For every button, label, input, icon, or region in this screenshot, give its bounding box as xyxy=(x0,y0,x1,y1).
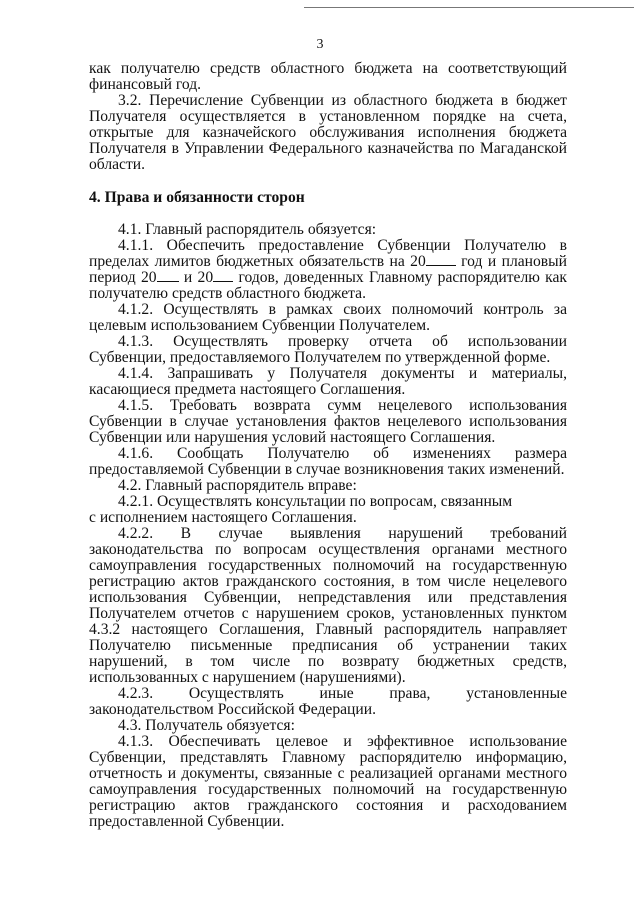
paragraph-4-2-2: 4.2.2. В случае выявления нарушений требований законодательства по вопросам осуществления органами местного самоуправления государственных полномочий на государственную регистрацию актов гражданского состояния, в том числе нецелевого использования Субвенции, непредставления или представления Получателем отчетов с нарушением сроков, установленных пунктом 4.3.2 настоящего Соглашения, Главный распорядитель направляет Получателю письменные предписания об устранении таких нарушений, в том числе по возврату бюджетных средств, использованных с нарушением (нарушениями). xyxy=(89,525,567,686)
paragraph-4-2-1-line2: с исполнением настоящего Соглашения. xyxy=(89,509,357,526)
year-blank-3 xyxy=(213,280,233,282)
paragraph-4-3-1: 4.1.3. Обеспечивать целевое и эффективное использование Субвенции, представлять Главному распорядителю информацию, отчетность и документы, связанные с реализацией органами местного самоуправления государственных полномочий на государственную регистрацию актов гражданского состояния и расходованием предоставленной Субвенции. xyxy=(89,733,567,830)
top-rule xyxy=(304,7,634,8)
year-blank-2 xyxy=(157,280,179,282)
paragraph-4-1-4: 4.1.4. Запрашивать у Получателя документы и материалы, касающиеся предмета настоящего Соглашения. xyxy=(89,365,567,398)
paragraph-4-2-3: 4.2.3. Осуществлять иные права, установленные законодательством Российской Федерации. xyxy=(89,685,567,718)
paragraph-4-1-1-part-c: и 20 xyxy=(183,269,214,286)
paragraph-4-2: 4.2. Главный распорядитель вправе: xyxy=(118,477,357,494)
section-heading: 4. Права и обязанности сторон xyxy=(89,189,305,206)
paragraph-4-2-1-line1: 4.2.1. Осуществлять консультации по вопросам, связанным xyxy=(118,493,513,510)
page-number: 3 xyxy=(316,37,324,52)
paragraph-4-3: 4.3. Получатель обязуется: xyxy=(118,717,295,734)
year-blank-1 xyxy=(426,264,456,266)
document-body xyxy=(89,61,567,830)
paragraph-4-1-1-part-b: год и плановый период 20 xyxy=(89,253,567,286)
paragraph-4-1-1-part-a: 4.1.1. Обеспечить предоставление Субвенции Получателю в пределах лимитов бюджетных обязательств на 20 xyxy=(89,237,567,270)
paragraph-4-1-5: 4.1.5. Требовать возврата сумм нецелевого использования Субвенции в случае установления фактов нецелевого использования Субвенции или нарушения условий настоящего Соглашения. xyxy=(89,397,567,446)
paragraph-continuation: как получателю средств областного бюджета на соответствующий финансовый год. xyxy=(89,60,567,93)
paragraph-4-1-6: 4.1.6. Сообщать Получателю об изменениях размера предоставляемой Субвенции в случае возникновения таких изменений. xyxy=(89,445,567,478)
paragraph-3-2: 3.2. Перечисление Субвенции из областного бюджета в бюджет Получателя осуществляется в установленном порядке на счета, открытые для казначейского обслуживания исполнения бюджета Получателя в Управлении Федерального казначейства по Магаданской области. xyxy=(89,92,567,173)
paragraph-4-1-2: 4.1.2. Осуществлять в рамках своих полномочий контроль за целевым использованием Субвенции Получателем. xyxy=(89,301,567,334)
paragraph-4-1: 4.1. Главный распорядитель обязуется: xyxy=(118,221,377,238)
paragraph-4-1-3: 4.1.3. Осуществлять проверку отчета об использовании Субвенции, предоставляемого Получателем по утвержденной форме. xyxy=(89,333,567,366)
paragraph-4-1-1 xyxy=(89,238,567,302)
paragraph-4-1-1-part-d: годов, доведенных Главному распорядителю как получателю средств областного бюджета. xyxy=(89,269,568,302)
